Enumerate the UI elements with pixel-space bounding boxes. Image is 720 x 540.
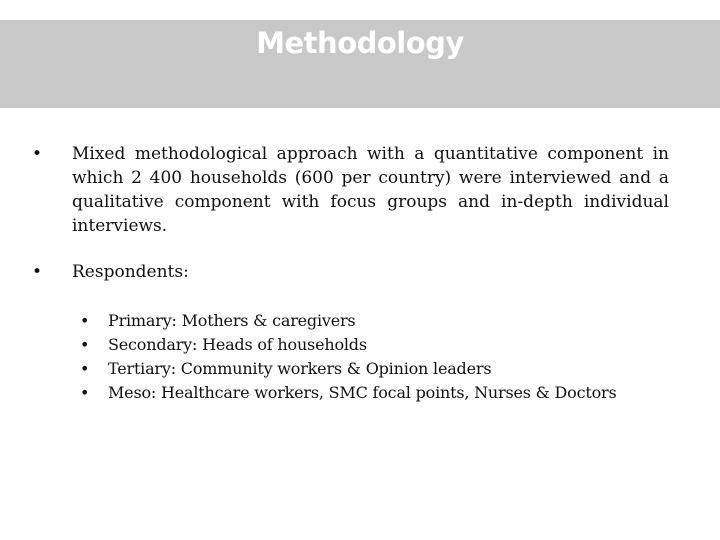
respondent-item-primary — [80, 309, 708, 333]
respondent-text: Tertiary: Community workers & Opinion leaders — [108, 359, 492, 378]
bullet-text: Respondents: — [72, 262, 189, 282]
respondent-item-tertiary — [80, 357, 708, 381]
bullet-marker: • — [32, 262, 43, 282]
sub-bullet-marker: • — [80, 311, 90, 330]
bullet-respondents — [32, 260, 669, 284]
respondent-text: Secondary: Heads of households — [108, 335, 367, 354]
sub-bullet-marker: • — [80, 335, 90, 354]
respondent-item-meso — [80, 381, 708, 405]
respondent-text: Primary: Mothers & caregivers — [108, 311, 356, 330]
bullet-marker: • — [32, 144, 43, 164]
bullet-text: Mixed methodological approach with a quantitative component in which 2 400 households (600 per country) were interviewed and a qualitative component with focus groups and in-depth individual interviews. — [72, 144, 669, 236]
bullet-methodology — [32, 142, 669, 238]
respondent-item-secondary — [80, 333, 708, 357]
respondents-list — [80, 309, 708, 405]
sub-bullet-marker: • — [80, 359, 90, 378]
slide-title: Methodology — [256, 26, 464, 60]
respondent-text: Meso: Healthcare workers, SMC focal points, Nurses & Doctors — [108, 383, 617, 402]
sub-bullet-marker: • — [80, 383, 90, 402]
